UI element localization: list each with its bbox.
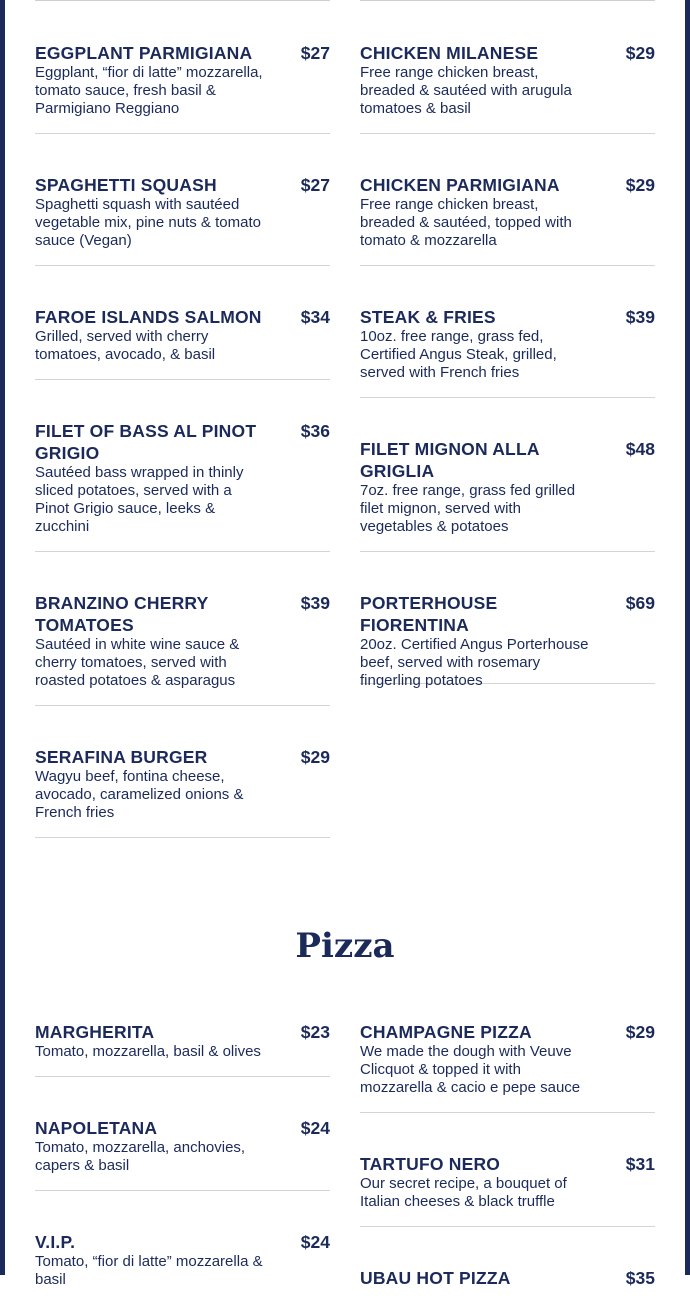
item-name: BRANZINO CHERRY TOMATOES (35, 593, 209, 635)
item-name: SPAGHETTI SQUASH (35, 175, 217, 195)
item-name: TARTUFO NERO (360, 1154, 501, 1174)
item-name: V.I.P. (35, 1232, 76, 1252)
menu-item (360, 42, 655, 134)
item-name: CHAMPAGNE PIZZA (360, 1022, 532, 1042)
item-name: FILET MIGNON ALLA GRIGLIA (360, 439, 540, 481)
item-name: CHICKEN MILANESE (360, 43, 539, 63)
page-border-left (0, 0, 5, 1275)
item-name: MARGHERITA (35, 1022, 155, 1042)
menu-item (360, 1267, 655, 1288)
item-description: 10oz. free range, grass fed, Certified Angus Steak, grilled, served with French fries (360, 328, 557, 381)
item-description: We made the dough with Veuve Clicquot & topped it with mozzarella & cacio e pepe sauce (360, 1043, 581, 1096)
item-description: Eggplant, “fior di latte” mozzarella, tomato sauce, fresh basil & Parmigiano Reggiano (35, 64, 263, 117)
item-description: Our secret recipe, a bouquet of Italian cheeses & black truffle (360, 1175, 567, 1210)
page-border-right (685, 0, 690, 1275)
menu-item (35, 1231, 330, 1304)
item-description: 20oz. Certified Angus Porterhouse beef, served with rosemary fingerling potatoes (360, 636, 589, 689)
menu-item (360, 306, 655, 398)
item-name: STEAK & FRIES (360, 307, 496, 327)
item-price: $27 (300, 43, 330, 63)
item-price: $24 (300, 1232, 330, 1252)
item-price: $34 (300, 307, 330, 327)
menu-item (360, 174, 655, 266)
item-description: Free range chicken breast, breaded & sautéed with arugula tomatoes & basil (360, 64, 572, 117)
item-price: $24 (300, 1118, 330, 1138)
menu-item (35, 42, 330, 134)
item-price: $31 (625, 1154, 655, 1174)
item-description: Tomato, “fior di latte” mozzarella & basil (35, 1253, 263, 1288)
item-price: $69 (625, 593, 655, 613)
item-description: Grilled, served with cherry tomatoes, avocado, & basil (35, 328, 216, 363)
divider (360, 0, 655, 1)
item-description: Tomato, mozzarella, anchovies, capers & basil (35, 1139, 246, 1174)
item-price: $29 (625, 43, 655, 63)
item-description: Spaghetti squash with sautéed vegetable mix, pine nuts & tomato sauce (Vegan) (35, 196, 261, 249)
menu-item (35, 1021, 330, 1077)
item-description: 7oz. free range, grass fed grilled filet mignon, served with vegetables & potatoes (360, 482, 576, 535)
item-description: Sautéed bass wrapped in thinly sliced potatoes, served with a Pinot Grigio sauce, leeks & zucchini (35, 464, 244, 535)
divider (35, 0, 330, 1)
menu-item (35, 306, 330, 380)
menu-item (35, 746, 330, 838)
item-price: $29 (625, 1022, 655, 1042)
item-description: Sautéed in white wine sauce & cherry tomatoes, served with roasted potatoes & asparagus (35, 636, 240, 689)
item-price: $35 (625, 1268, 655, 1288)
item-price: $48 (625, 439, 655, 459)
item-description: Wagyu beef, fontina cheese, avocado, caramelized onions & French fries (35, 768, 244, 821)
item-name: SERAFINA BURGER (35, 747, 208, 767)
menu-item (360, 1021, 655, 1113)
menu-item (35, 592, 330, 706)
item-price: $29 (300, 747, 330, 767)
item-price: $27 (300, 175, 330, 195)
item-description: Tomato, mozzarella, basil & olives (35, 1043, 261, 1060)
item-price: $36 (300, 421, 330, 441)
item-description: Free range chicken breast, breaded & sautéed, topped with tomato & mozzarella (360, 196, 572, 249)
item-price: $39 (625, 307, 655, 327)
menu-item (35, 1117, 330, 1191)
item-price: $23 (300, 1022, 330, 1042)
item-name: NAPOLETANA (35, 1118, 158, 1138)
item-name: PORTERHOUSE FIORENTINA (360, 593, 498, 635)
section-title-pizza: Pizza (295, 926, 395, 966)
menu-item (35, 174, 330, 266)
item-name: UBAU HOT PIZZA (360, 1268, 511, 1288)
item-name: CHICKEN PARMIGIANA (360, 175, 560, 195)
menu-item (360, 438, 655, 552)
menu-item (360, 592, 655, 689)
item-name: EGGPLANT PARMIGIANA (35, 43, 253, 63)
menu-item (360, 1153, 655, 1227)
item-price: $29 (625, 175, 655, 195)
menu-item (35, 420, 330, 552)
item-name: FILET OF BASS AL PINOT GRIGIO (35, 421, 257, 463)
item-price: $39 (300, 593, 330, 613)
item-name: FAROE ISLANDS SALMON (35, 307, 262, 327)
